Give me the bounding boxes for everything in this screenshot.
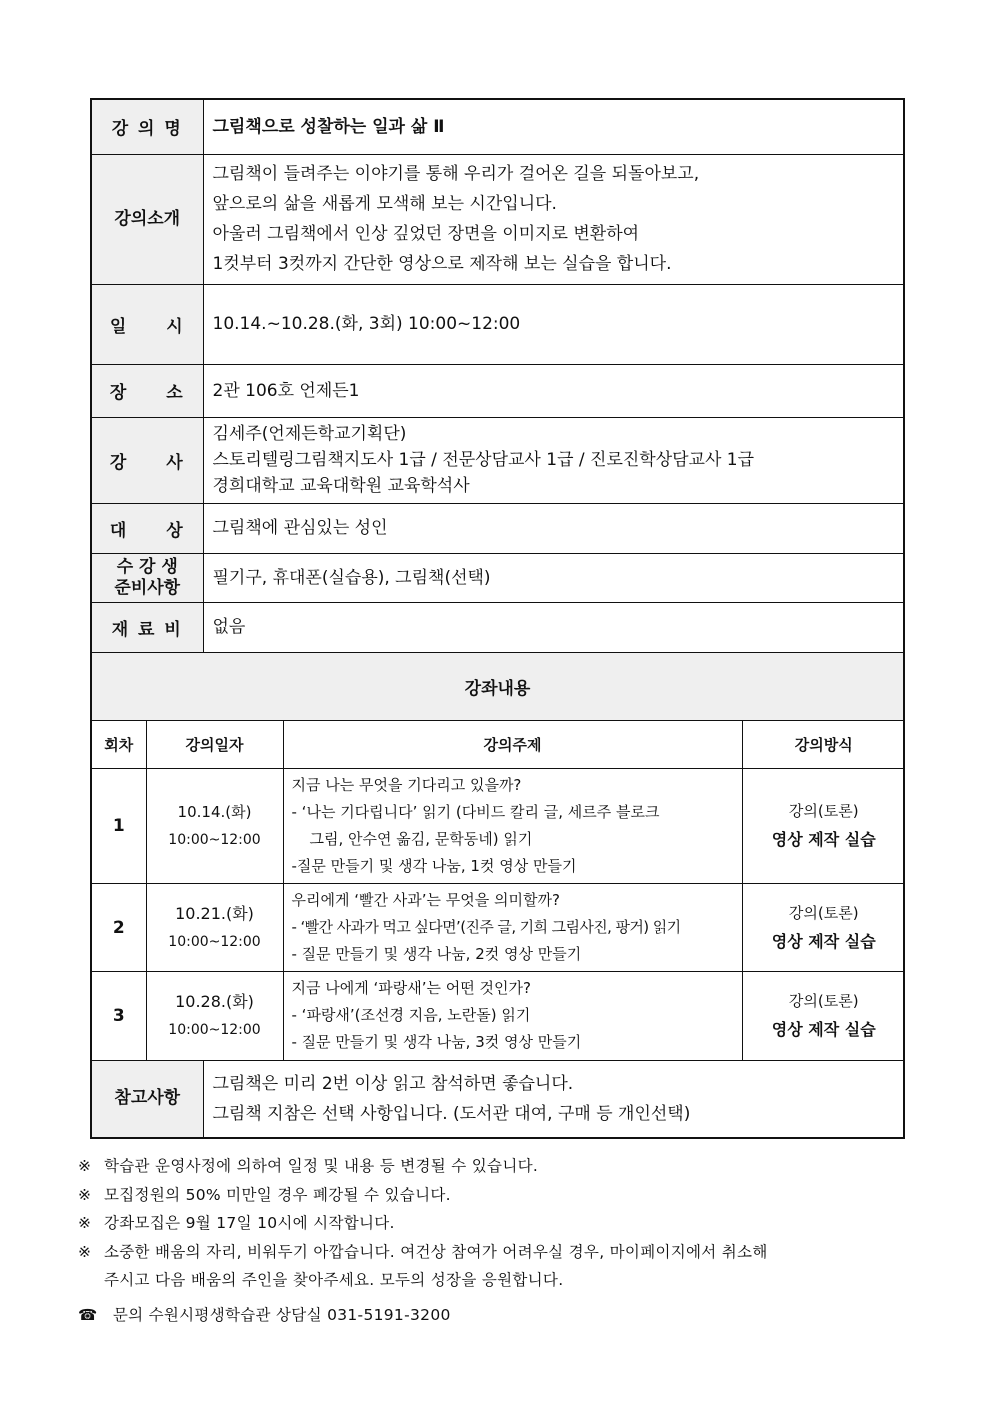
row-date xyxy=(91,284,904,364)
lecturer-line: 경희대학교 교육대학원 교육학석사 xyxy=(212,476,470,496)
reference-line: 그림책 지참은 선택 사항입니다. (도서관 대여, 구매 등 개인선택) xyxy=(212,1103,691,1124)
topic-line: -질문 만들기 및 생각 나눔, 1컷 영상 만들기 xyxy=(291,857,577,875)
topic-line: - 질문 만들기 및 생각 나눔, 3컷 영상 만들기 xyxy=(291,1033,582,1052)
schedule-row xyxy=(92,884,905,972)
row-lecturer xyxy=(91,417,904,503)
header-topic: 강의주제 xyxy=(283,721,742,769)
row-target xyxy=(91,503,904,553)
session-date xyxy=(146,884,283,972)
session-topic xyxy=(283,884,742,972)
method-lecture: 강의(토론) xyxy=(788,991,859,1010)
row-schedule xyxy=(91,720,904,1060)
reference-mark-icon: ※ xyxy=(78,1242,92,1261)
session-time: 10:00~12:00 xyxy=(168,933,261,950)
intro-line: 그림책이 들려주는 이야기를 통해 우리가 걸어온 길을 되돌아보고, xyxy=(212,164,700,184)
session-day: 10.14.(화) xyxy=(177,803,252,821)
phone-icon: ☎ xyxy=(78,1306,98,1324)
session-number: 1 xyxy=(92,769,146,884)
course-prep: 필기구, 휴대폰(실습용), 그림책(선택) xyxy=(203,553,904,602)
date-label: 일 시 xyxy=(91,284,203,364)
prep-label xyxy=(91,553,203,602)
schedule-row xyxy=(92,972,905,1060)
session-time: 10:00~12:00 xyxy=(168,1021,261,1038)
notice-text: 강좌모집은 9월 17일 10시에 시작합니다. xyxy=(104,1214,395,1232)
title-label: 강 의 명 xyxy=(91,99,203,154)
session-topic xyxy=(283,972,742,1060)
reference-mark-icon: ※ xyxy=(78,1214,92,1232)
topic-line: - ‘빨간 사과가 먹고 싶다면’(진주 글, 기희 그림사진, 팡거) 읽기 xyxy=(291,918,681,936)
topic-line: 지금 나는 무엇을 기다리고 있을까? xyxy=(291,776,522,794)
content-heading: 강좌내용 xyxy=(91,652,904,720)
reference-mark-icon: ※ xyxy=(78,1185,92,1204)
reference-mark-icon: ※ xyxy=(78,1157,92,1175)
course-title: 그림책으로 성찰하는 일과 삶 Ⅱ xyxy=(203,99,904,154)
header-session: 회차 xyxy=(92,721,146,769)
topic-line: - ‘나는 기다립니다’ 읽기 (다비드 칼리 글, 세르주 블로크 xyxy=(291,803,660,821)
session-method xyxy=(742,769,905,884)
notice-item xyxy=(78,1152,918,1181)
schedule-table xyxy=(92,721,905,1060)
course-target: 그림책에 관심있는 성인 xyxy=(203,503,904,553)
contact-text: 문의 수원시평생학습관 상담실 031-5191-3200 xyxy=(112,1306,451,1324)
course-lecturer xyxy=(203,417,904,503)
row-content-heading xyxy=(91,652,904,720)
notice-text: 주시고 다음 배움의 주인을 찾아주세요. 모두의 성장을 응원합니다. xyxy=(104,1271,564,1289)
session-date xyxy=(146,769,283,884)
notice-list xyxy=(78,1152,918,1295)
topic-line: - 질문 만들기 및 생각 나눔, 2컷 영상 만들기 xyxy=(291,945,582,963)
contact-info xyxy=(78,1303,451,1325)
method-practice: 영상 제작 실습 xyxy=(771,1019,876,1039)
topic-line: 그림, 안수연 옮김, 문학동네) 읽기 xyxy=(309,830,533,848)
method-practice: 영상 제작 실습 xyxy=(771,830,876,849)
intro-line: 아울러 그림책에서 인상 깊었던 장면을 이미지로 변환하여 xyxy=(212,224,640,244)
schedule-row xyxy=(92,769,905,884)
lecturer-line: 스토리텔링그림책지도사 1급 / 전문상담교사 1급 / 진로진학상담교사 1급 xyxy=(212,450,755,470)
session-method xyxy=(742,972,905,1060)
intro-line: 1컷부터 3컷까지 간단한 영상으로 제작해 보는 실습을 합니다. xyxy=(212,254,672,274)
intro-line: 앞으로의 삶을 새롭게 모색해 보는 시간입니다. xyxy=(212,194,557,214)
lecturer-line: 김세주(언제든학교기획단) xyxy=(212,424,407,444)
course-date: 10.14.~10.28.(화, 3회) 10:00~12:00 xyxy=(203,284,904,364)
notice-item xyxy=(78,1181,918,1210)
fee-label: 재 료 비 xyxy=(91,602,203,652)
course-fee: 없음 xyxy=(203,602,904,652)
row-place xyxy=(91,364,904,417)
prep-label-line: 준비사항 xyxy=(114,577,181,598)
method-lecture: 강의(토론) xyxy=(788,903,859,922)
prep-label-line: 수 강 생 xyxy=(116,556,178,577)
notice-item xyxy=(78,1209,918,1238)
topic-line: - ‘파랑새’(조선경 지음, 노란돌) 읽기 xyxy=(291,1006,531,1025)
row-reference xyxy=(91,1060,904,1138)
course-intro xyxy=(203,154,904,284)
schedule-container xyxy=(91,720,904,1060)
header-date: 강의일자 xyxy=(146,721,283,769)
notice-text: 소중한 배움의 자리, 비워두기 아깝습니다. 여건상 참여가 어려우실 경우, 마이페이지에서 취소해 xyxy=(104,1242,768,1261)
header-method: 강의방식 xyxy=(742,721,905,769)
notice-text: 모집정원의 50% 미만일 경우 폐강될 수 있습니다. xyxy=(104,1185,451,1204)
session-number: 2 xyxy=(92,884,146,972)
method-lecture: 강의(토론) xyxy=(788,802,859,820)
reference-line: 그림책은 미리 2번 이상 읽고 참석하면 좋습니다. xyxy=(212,1073,574,1094)
intro-label: 강의소개 xyxy=(91,154,203,284)
target-label: 대 상 xyxy=(91,503,203,553)
reference-notes xyxy=(203,1060,904,1138)
method-practice: 영상 제작 실습 xyxy=(771,931,876,951)
session-date xyxy=(146,972,283,1060)
course-info-table xyxy=(90,98,905,1139)
row-fee xyxy=(91,602,904,652)
session-topic xyxy=(283,769,742,884)
row-intro xyxy=(91,154,904,284)
schedule-header-row xyxy=(92,721,905,769)
topic-line: 지금 나에게 ‘파랑새’는 어떤 것인가? xyxy=(291,979,531,998)
row-prep xyxy=(91,553,904,602)
notice-text: 학습관 운영사정에 의하여 일정 및 내용 등 변경될 수 있습니다. xyxy=(104,1157,539,1175)
row-title xyxy=(91,99,904,154)
reference-label: 참고사항 xyxy=(91,1060,203,1138)
topic-line: 우리에게 ‘빨간 사과’는 무엇을 의미할까? xyxy=(291,891,560,909)
notice-item xyxy=(78,1238,918,1295)
lecturer-label: 강 사 xyxy=(91,417,203,503)
session-time: 10:00~12:00 xyxy=(168,832,261,848)
session-day: 10.21.(화) xyxy=(175,903,254,923)
session-number: 3 xyxy=(92,972,146,1060)
course-place: 2관 106호 언제든1 xyxy=(203,364,904,417)
session-day: 10.28.(화) xyxy=(175,991,254,1011)
session-method xyxy=(742,884,905,972)
place-label: 장 소 xyxy=(91,364,203,417)
